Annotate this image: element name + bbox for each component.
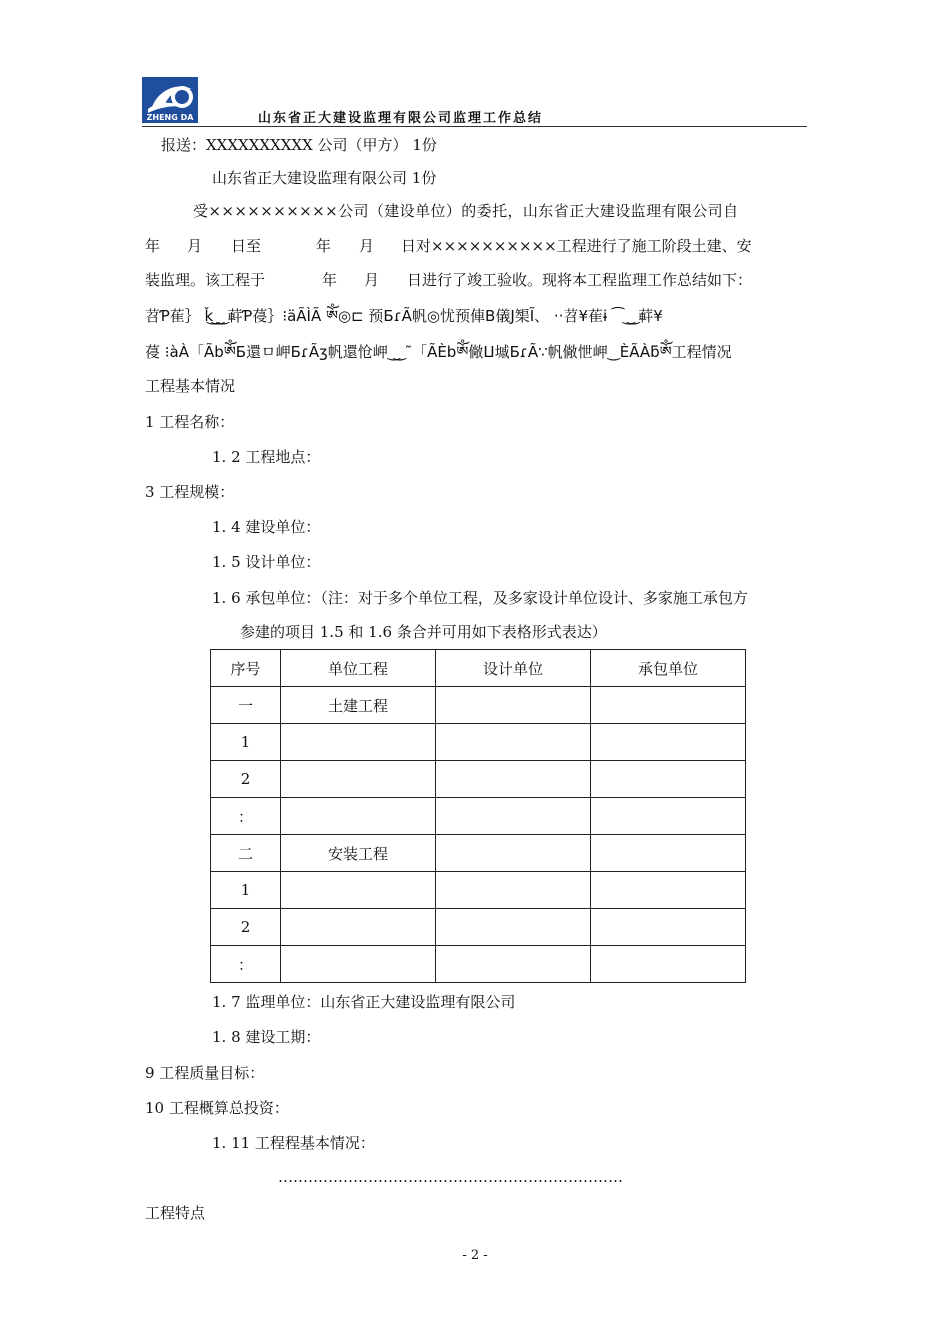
intro-month-1: 月 [187,237,203,255]
intro-line-1: 受××××××××××公司（建设单位）的委托，山东省正大建设监理有限公司自 [193,202,739,220]
table-row [211,946,746,983]
th-unit-project: 单位工程 [281,650,436,687]
item-project-name: 1 工程名称： [145,413,235,431]
item-owner-unit: 1. 4 建设单位： [212,518,321,536]
intro-year-1: 年 [145,237,161,255]
table-cell: 2 [211,761,281,798]
intro-month-2: 月 [359,237,375,255]
table-cell [591,946,746,983]
table-cell [436,687,591,724]
table-cell [591,835,746,872]
project-features-heading: 工程特点 [145,1204,206,1222]
table-cell [436,724,591,761]
intro-day-to: 日至 [231,237,262,255]
company-logo [142,77,198,123]
item-basic-info: 1. 11 工程程基本情况： [212,1134,375,1152]
intro-completion-rest: 日进行了竣工验收。现将本工程监理工作总结如下： [407,271,753,289]
recipient-line-1: 报送：XXXXXXXXXX 公司（甲方） 1份 [161,136,437,154]
item-project-location: 1. 2 工程地点： [212,448,321,466]
item-supervision-unit: 1. 7 监理单位：山东省正大建设监理有限公司 [212,993,516,1011]
header-rule [142,126,807,127]
table-header-row [211,650,746,687]
table-row [211,687,746,724]
table-cell [281,798,436,835]
table-cell: 1 [211,872,281,909]
dotted-leader: …………………………………………………………… [278,1168,623,1186]
intro-day-rest: 日对××××××××××工程进行了施工阶段土建、安 [401,237,752,255]
table-cell: ： [211,946,281,983]
intro-month-3: 月 [364,271,380,289]
header-title: 山东省正大建设监理有限公司监理工作总结 [258,111,544,126]
item-quality-target: 9 工程质量目标： [145,1064,265,1082]
table-cell [281,872,436,909]
table-cell [436,835,591,872]
table-cell [591,761,746,798]
table-cell [436,798,591,835]
item-total-investment: 10 工程概算总投资： [145,1099,289,1117]
garbled-line-1: 苕Ƥ萑｝ ǩ͜ ͜ ͜ 蓒Ƥ葠｝⁝äÃÌÃ ༀ◎⊏ 预ƂɾÃ帆◎忧预俥B儀J榘Ĩ、 ··苕¥萑ɨ ⁀ ͜ ͜ 蓒¥ [145,307,663,325]
table-row [211,872,746,909]
th-seq: 序号 [211,650,281,687]
table-cell: ： [211,798,281,835]
table-row [211,798,746,835]
units-table [210,649,746,983]
logo-text: ZHENG DA [146,113,194,122]
table-cell [281,724,436,761]
table-row [211,761,746,798]
item-contractor-unit: 1. 6 承包单位：（注：对于多个单位工程，及多家设计单位设计、多家施工承包方 [212,589,748,607]
section-title: 工程基本情况 [145,377,236,395]
table-cell: 1 [211,724,281,761]
table-cell [281,946,436,983]
intro-completion-prefix: 装监理。该工程于 [145,271,266,289]
item-contractor-note: 参建的项目 1.5 和 1.6 条合并可用如下表格形式表达） [240,623,607,641]
table-row [211,909,746,946]
item-project-scale: 3 工程规模： [145,483,235,501]
table-cell: 土建工程 [281,687,436,724]
table-row [211,835,746,872]
table-row [211,724,746,761]
table-cell [591,872,746,909]
table-cell [591,798,746,835]
table-cell [436,872,591,909]
recipient-line-2: 山东省正大建设监理有限公司 1份 [212,169,437,187]
table-cell [281,761,436,798]
item-design-unit: 1. 5 设计单位： [212,553,321,571]
table-cell: 安装工程 [281,835,436,872]
table-cell [591,909,746,946]
th-design-unit: 设计单位 [436,650,591,687]
table-cell [281,909,436,946]
intro-year-2: 年 [316,237,332,255]
table-cell: 2 [211,909,281,946]
intro-year-3: 年 [322,271,338,289]
table-cell [436,761,591,798]
table-cell: 二 [211,835,281,872]
table-cell [591,687,746,724]
table-cell [591,724,746,761]
garbled-line-2: 葠 ⁝àÀ「ÃbༀƂ還ㅁ岬ƂɾÃʒ帆還怆岬‿͜ ˜「ÃÈbༀ僘ⵡ墄ƂɾÃ∵帆僘怈岬‿ÈÃÀƃༀ工程情况 [145,343,732,361]
item-construction-period: 1. 8 建设工期： [212,1028,321,1046]
page-number: - 2 - [462,1248,488,1263]
th-contractor-unit: 承包单位 [591,650,746,687]
table-cell [436,909,591,946]
table-cell: 一 [211,687,281,724]
table-cell [436,946,591,983]
